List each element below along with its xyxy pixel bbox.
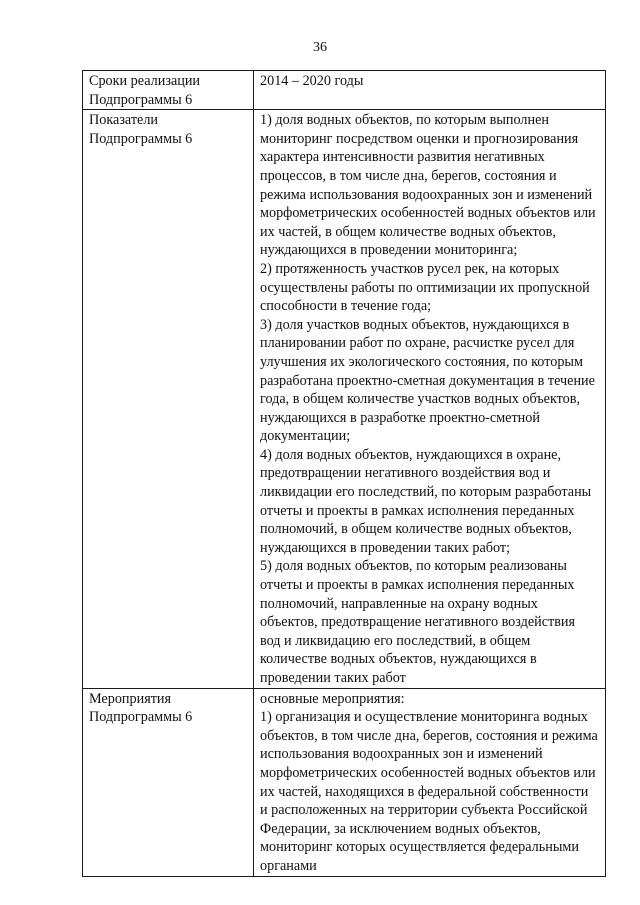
indicator-item: 1) доля водных объектов, по которым выполнен мониторинг посредством оценки и прогнозирования характера интенсивности развития негативных процессов, в том числе дна, берегов, состояния и режима использования водоохранных зон и изменений морфометрических особенностей водных объектов или их частей, в общем количестве водных объектов, нуждающихся в проведении мониторинга; — [260, 112, 596, 259]
row-label-indicators — [83, 110, 254, 688]
label-line: Мероприятия — [89, 690, 172, 707]
content-item: 2014 – 2020 годы — [260, 73, 364, 89]
row-label-timeline — [83, 71, 254, 110]
indicator-item: 3) доля участков водных объектов, нуждающихся в планировании работ по охране, расчистке русел для улучшения их экологического состояния, по которым разработана проектно-сметная документация в течение года, в общем количестве участков водных объектов, нуждающихся в разработке проектно-сметной документации; — [260, 316, 595, 445]
table-row-activities — [83, 688, 606, 876]
row-content-activities — [254, 688, 606, 876]
table-row-timeline — [83, 71, 606, 110]
indicator-item: 2) протяженность участков русел рек, на которых осуществлены работы по оптимизации их пропускной способности в течение года; — [260, 260, 590, 315]
subprogram-passport-table — [82, 70, 606, 877]
label-line: Подпрограммы 6 — [89, 91, 193, 108]
indicator-item: 5) доля водных объектов, по которым реализованы отчеты и проекты в рамках исполнения переданных полномочий, направленные на охрану водных объектов, предотвращение негативного воздействия вод и ликвидацию его последствий, в общем количестве водных объектов, нуждающихся в проведении таких работ — [260, 558, 576, 686]
row-content-timeline — [254, 71, 606, 110]
activity-item: 1) организация и осуществление мониторинга водных объектов, в том числе дна, берегов, состояния и режима использования водоохранных зон и изменений морфометрических особенностей водных объектов или их частей, находящихся в федеральной собственности и расположенных на территории субъекта Российской Федерации, за исключением водных объектов, мониторинг которых осуществляется федеральными органами — [260, 709, 598, 874]
page-number: 36 — [313, 40, 327, 55]
label-line: Сроки реализации — [89, 73, 201, 89]
indicator-item: 4) доля водных объектов, нуждающихся в охране, предотвращении негативного воздействия вод и ликвидации его последствий, по которым разработаны отчеты и проекты в рамках исполнения переданных полномочий, в общем количестве водных объектов, нуждающихся в проведении таких работ; — [260, 446, 592, 556]
row-content-indicators — [254, 110, 606, 688]
label-line: Подпрограммы 6 — [89, 709, 193, 726]
label-line: Подпрограммы 6 — [89, 130, 193, 147]
label-line: Показатели — [89, 112, 159, 129]
row-label-activities — [83, 688, 254, 876]
activity-item: основные мероприятия: — [260, 690, 405, 707]
table-row-indicators — [83, 110, 606, 688]
